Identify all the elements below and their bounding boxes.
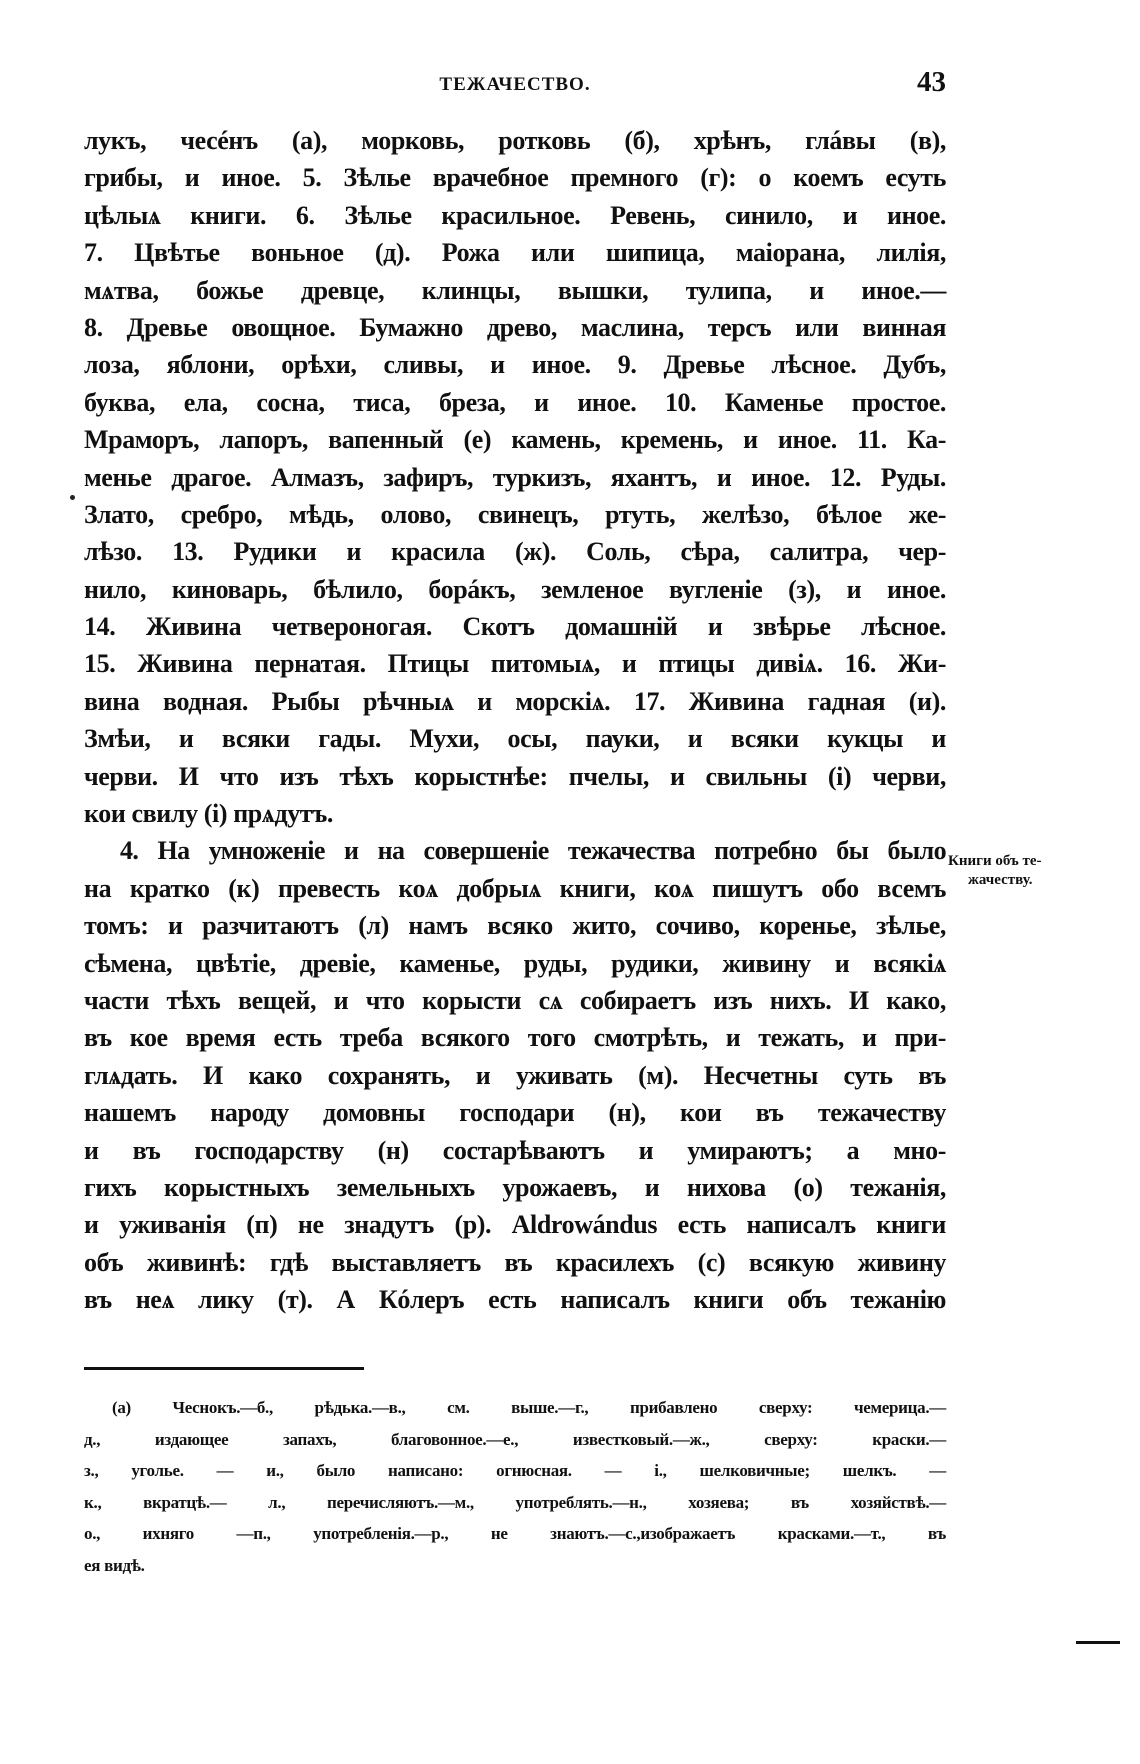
page-header bbox=[84, 66, 946, 106]
text-line: нило, киноварь, бѣлило, борáкъ, земленое вугленіе (з), и иное. bbox=[84, 574, 946, 604]
text-line: лукъ, чесéнъ (а), морковь, ротковь (б), хрѣнъ, глáвы (в), bbox=[84, 126, 946, 155]
footnote-line: (а) Чеснокъ.—б., рѣдька.—в., см. выше.—г., прибавлено сверху: чемерица.— bbox=[112, 1398, 946, 1417]
footnote-line: ея видѣ. bbox=[84, 1555, 145, 1575]
text-line: 4. На умноженіе и на совершеніе тежачества потребно бы было bbox=[120, 836, 946, 866]
text-line: черви. И что изъ тѣхъ корыстнѣе: пчелы, и свильны (і) черви, bbox=[84, 761, 946, 791]
text-line: объ живинѣ: гдѣ выставляетъ въ красилехъ (с) всякую живину bbox=[84, 1247, 946, 1277]
text-line: сѣмена, цвѣтіе, древіе, каменье, руды, рудики, живину и всякіѧ bbox=[84, 948, 946, 978]
footnote-line: д., издающее запахъ, благовонное.—е., известковый.—ж., сверху: краски.— bbox=[84, 1429, 946, 1449]
text-line: и уживанія (п) не знадутъ (р). Aldrowándus есть написалъ книги bbox=[84, 1210, 946, 1240]
text-line: глѧдать. И како сохранять, и уживать (м). Несчетны суть въ bbox=[84, 1060, 946, 1090]
text-line: 7. Цвѣтье воньное (д). Рожа или шипица, маіорана, лилія, bbox=[84, 238, 946, 268]
text-line: томъ: и разчитаютъ (л) намъ всяко жито, сочиво, коренье, зѣлье, bbox=[84, 911, 946, 941]
margin-note-line: жачеству. bbox=[968, 872, 1033, 888]
margin-note bbox=[948, 852, 1098, 890]
text-line: грибы, и иное. 5. Зѣлье врачебное премного (г): о коемъ есуть bbox=[84, 163, 946, 193]
margin-dash bbox=[1076, 1641, 1120, 1644]
text-line: гихъ корыстныхъ земельныхъ урожаевъ, и нихова (о) тежанія, bbox=[84, 1172, 946, 1202]
text-line: въ кое время есть треба всякого того смотрѣть, и тежать, и при- bbox=[84, 1023, 946, 1053]
margin-note-line: Книги объ те- bbox=[948, 853, 1042, 869]
text-line: на кратко (к) превесть коѧ добрыѧ книги, коѧ пишутъ обо всемъ bbox=[84, 873, 946, 903]
text-line: 8. Древье овощное. Бумажно древо, маслина, терсъ или винная bbox=[84, 312, 946, 342]
text-line: 14. Живина четвероногая. Скотъ домашній и звѣрье лѣсное. bbox=[84, 612, 946, 642]
running-title: ТЕЖАЧЕСТВО. bbox=[439, 74, 591, 95]
margin-mark bbox=[70, 495, 75, 500]
text-line: лоза, яблони, орѣхи, сливы, и иное. 9. Древье лѣсное. Дубъ, bbox=[84, 350, 946, 380]
footnote-divider bbox=[84, 1367, 364, 1370]
text-line: Змѣи, и всяки гады. Мухи, осы, пауки, и всяки кукцы и bbox=[84, 724, 946, 754]
text-line: Мраморъ, лапоръ, вапенный (е) камень, кремень, и иное. 11. Ка- bbox=[84, 425, 946, 455]
text-line: мѧтва, божье древце, клинцы, вышки, тулипа, и иное.— bbox=[84, 275, 946, 305]
text-line: 15. Живина пернатая. Птицы питомыѧ, и птицы дивіѧ. 16. Жи- bbox=[84, 649, 946, 679]
text-line: лѣзо. 13. Рудики и красила (ж). Соль, сѣра, салитра, чер- bbox=[84, 537, 946, 567]
text-line: нашемъ народу домовны господари (н), кои въ тежачеству bbox=[84, 1098, 946, 1128]
page-number: 43 bbox=[917, 66, 946, 98]
text-line: цѣлыѧ книги. 6. Зѣлье красильное. Ревень, синило, и иное. bbox=[84, 200, 946, 230]
text-line: Злато, сребро, мѣдь, олово, свинецъ, ртуть, желѣзо, бѣлое же- bbox=[84, 499, 946, 529]
text-line: и въ господарству (н) состарѣваютъ и умираютъ; а мно- bbox=[84, 1135, 946, 1165]
text-line: кои свилу (і) прѧдутъ. bbox=[84, 799, 334, 829]
footnotes bbox=[84, 1392, 946, 1581]
text-line: вина водная. Рыбы рѣчныѧ и морскіѧ. 17. Живина гадная (и). bbox=[84, 686, 946, 716]
body-text bbox=[84, 122, 946, 1319]
footnote-line: о., ихняго —п., употребленія.—р., не знаютъ.—с.,изображаетъ красками.—т., въ bbox=[84, 1524, 946, 1543]
footnote-line: з., уголье. — и., было написано: огнюсная. — і., шелковичные; шелкъ. — bbox=[84, 1461, 946, 1480]
text-line: буква, ела, сосна, тиса, бреза, и иное. 10. Каменье простое. bbox=[84, 387, 946, 417]
footnote-line: к., вкратцѣ.— л., перечисляютъ.—м., употреблять.—н., хозяева; въ хозяйствѣ.— bbox=[84, 1492, 946, 1512]
text-line: въ неѧ лику (т). А Кóлеръ есть написалъ книги объ тежанію bbox=[84, 1285, 946, 1315]
text-line: менье драгое. Алмазъ, зафиръ, туркизъ, яхантъ, и иное. 12. Руды. bbox=[84, 462, 946, 492]
text-line: части тѣхъ вещей, и что корысти сѧ собираетъ изъ нихъ. И како, bbox=[84, 985, 946, 1015]
